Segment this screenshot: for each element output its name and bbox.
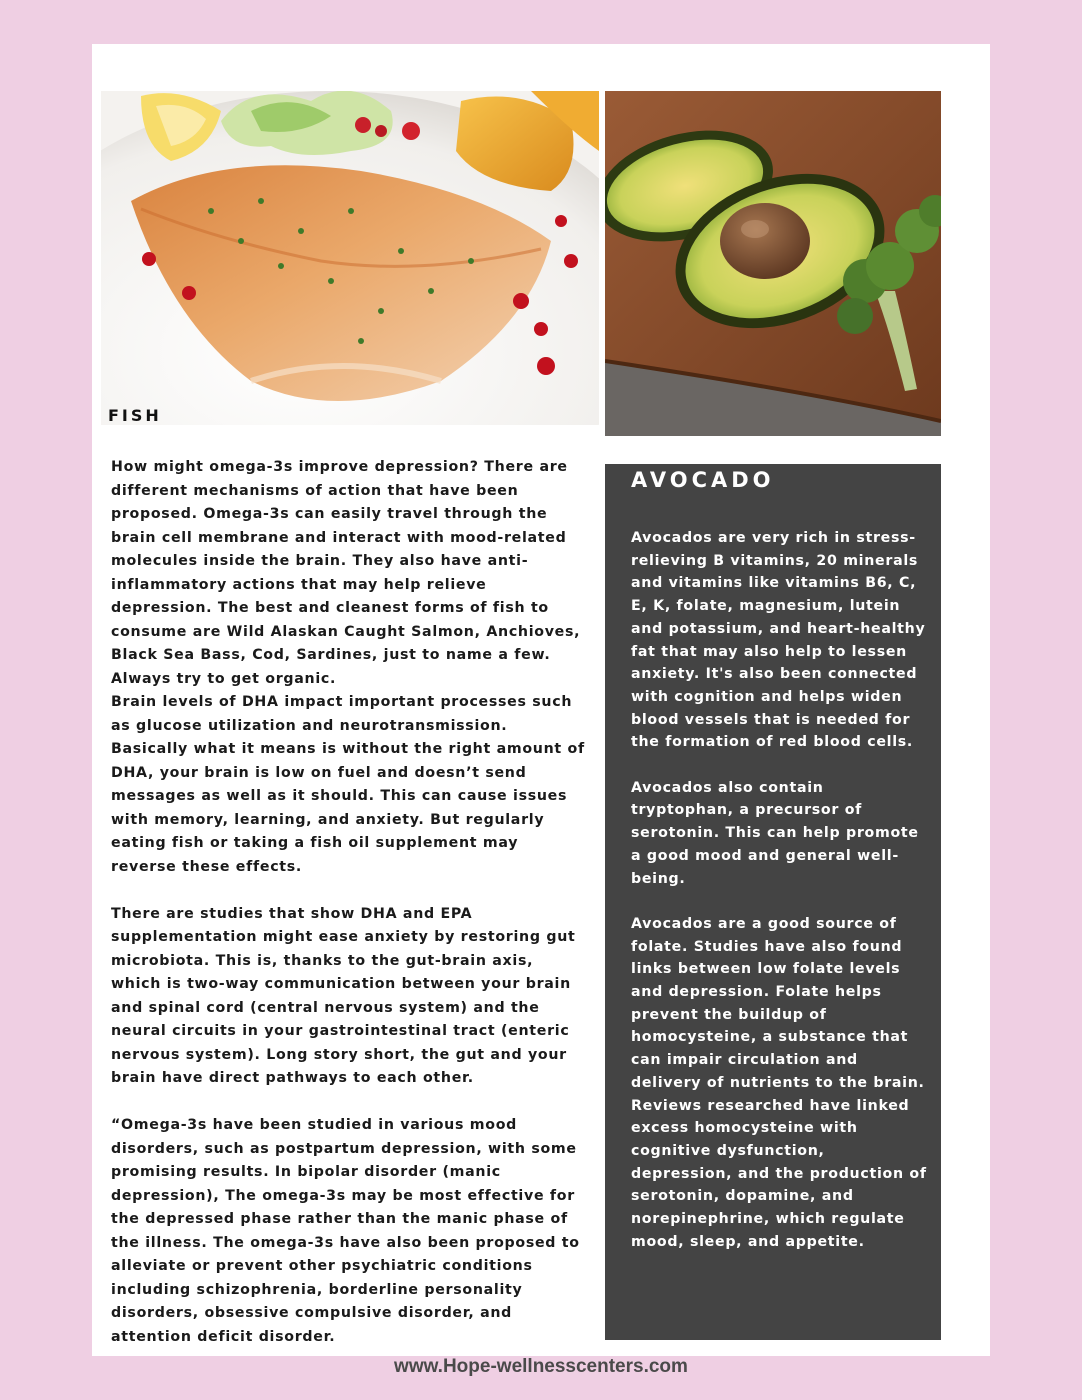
avocado-panel	[605, 464, 941, 1340]
fish-photo	[101, 91, 599, 425]
page-sheet	[92, 44, 990, 1356]
avocado-paragraph: Avocados also contain tryptophan, a precursor of serotonin. This can help promote a good mood and general well-being.	[631, 779, 919, 887]
avocado-paragraph: Avocados are a good source of folate. Studies have also found links between low folate levels and depression. Folate helps prevent the buildup of homocysteine, a substance that can impair circulation and delivery of nutrients to the brain. Reviews researched have linked excess homocysteine with cognitive dysfunction, depression, and the production of serotonin, dopamine, and norepinephrine, which regulate mood, sleep, and appetite.	[631, 915, 927, 1250]
avocado-paragraph: Avocados are very rich in stress-relieving B vitamins, 20 minerals and vitamins like vitamins B6, C, E, K, folate, magnesium, lutein and potassium, and heart-healthy fat that may also help to lessen anxiety. It's also been connected with cognition and helps widen blood vessels that is needed for the formation of red blood cells.	[631, 530, 926, 751]
fish-paragraph: How might omega-3s improve depression? There are different mechanisms of action that have been proposed. Omega-3s can easily travel through the brain cell membrane and interact with mood-related molecules inside the brain. They also have anti-inflammatory actions that may help relieve depression. The best and cleanest forms of fish to consume are Wild Alaskan Caught Salmon, Anchioves, Black Sea Bass, Cod, Sardines, just to name a few. Always try to get organic.	[111, 459, 581, 687]
avocado-article	[631, 527, 927, 1253]
avocado-photo	[605, 91, 941, 436]
footer-website-link[interactable]: www.Hope-wellnesscenters.com	[394, 1356, 688, 1377]
fish-paragraph: There are studies that show DHA and EPA supplementation might ease anxiety by restoring gut microbiota. This is, thanks to the gut-brain axis, which is two-way communication between your brain and spinal cord (central nervous system) and the neural circuits in your gastrointestinal tract (enteric nervous system). Long story short, the gut and your brain have direct pathways to each other.	[111, 905, 576, 1086]
fish-article	[111, 456, 587, 1349]
avocado-heading: AVOCADO	[631, 468, 775, 492]
avocado-photo-illustration	[605, 91, 941, 436]
fish-paragraph: Brain levels of DHA impact important processes such as glucose utilization and neurotransmission. Basically what it means is without the right amount of DHA, your brain is low on fuel and doesn’t send messages as well as it should. This can cause issues with memory, learning, and anxiety. But regularly eating fish or taking a fish oil supplement may reverse these effects.	[111, 694, 585, 875]
fish-heading: FISH	[108, 406, 162, 425]
fish-photo-illustration	[101, 91, 599, 425]
fish-paragraph: “Omega-3s have been studied in various mood disorders, such as postpartum depression, with some promising results. In bipolar disorder (manic depression), The omega-3s may be most effective for the depressed phase rather than the manic phase of the illness. The omega-3s have also been proposed to alleviate or prevent other psychiatric conditions including schizophrenia, borderline personality disorders, obsessive compulsive disorder, and attention deficit disorder.	[111, 1117, 580, 1345]
